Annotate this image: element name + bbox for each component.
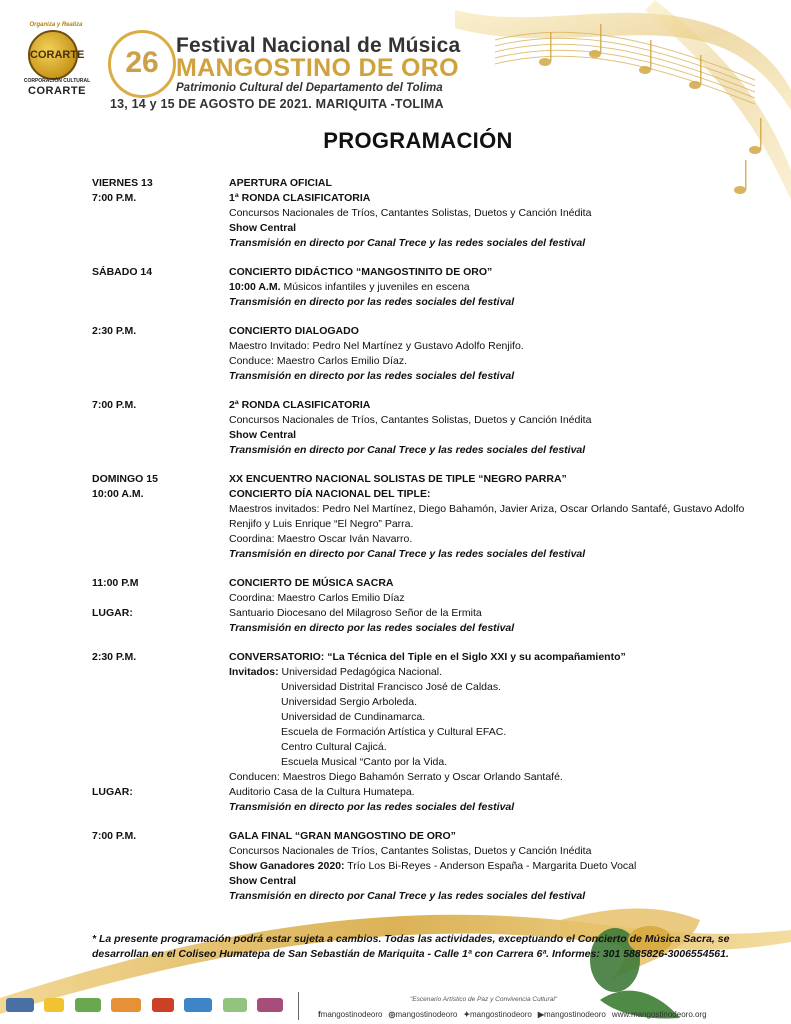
footer-divider bbox=[298, 992, 299, 1020]
program-block bbox=[92, 398, 772, 458]
program-line: CONCIERTO DIALOGADO bbox=[229, 325, 359, 337]
program-line-text: Universidad Pedagógica Nacional. bbox=[278, 666, 443, 678]
program-line: Universidad Distrital Francisco José de Caldas. bbox=[281, 681, 502, 693]
program-line bbox=[229, 665, 772, 680]
social-handle: mangostinodeoro bbox=[470, 1010, 532, 1019]
program-line: Conducen: Maestros Diego Bahamón Serrato y Oscar Orlando Santafé. bbox=[229, 771, 563, 783]
program-time-label: SÁBADO 14 bbox=[92, 266, 153, 278]
program-line: Concursos Nacionales de Tríos, Cantantes Solistas, Duetos y Canción Inédita bbox=[229, 207, 592, 219]
program-line-label: 10:00 A.M. bbox=[229, 281, 281, 293]
program-line: Universidad de Cundinamarca. bbox=[281, 711, 426, 723]
program-line: 2ª RONDA CLASIFICATORIA bbox=[229, 399, 371, 411]
program-line: CONVERSATORIO: “La Técnica del Tiple en el Siglo XXI y su acompañamiento” bbox=[229, 651, 626, 663]
social-link[interactable] bbox=[318, 1010, 383, 1019]
program-line: Maestro Invitado: Pedro Nel Martínez y Gustavo Adolfo Renjifo. bbox=[229, 340, 524, 352]
program-line: XX ENCUENTRO NACIONAL SOLISTAS DE TIPLE “NEGRO PARRA” bbox=[229, 473, 567, 485]
program-time-column bbox=[92, 829, 222, 844]
program-time-label bbox=[92, 591, 222, 606]
sponsor-logos bbox=[6, 996, 296, 1018]
program-time-label bbox=[92, 665, 222, 680]
festival-title: Festival Nacional de Música bbox=[176, 34, 461, 57]
program-time-label: 10:00 A.M. bbox=[92, 488, 144, 500]
program-line: Conduce: Maestro Carlos Emilio Díaz. bbox=[229, 355, 407, 367]
sponsor-logo bbox=[223, 998, 247, 1012]
program-time-label bbox=[92, 710, 222, 725]
program-line: CONCIERTO DE MÚSICA SACRA bbox=[229, 577, 394, 589]
program-line: Concursos Nacionales de Tríos, Cantantes Solistas, Duetos y Canción Inédita bbox=[229, 414, 592, 426]
program-line bbox=[229, 859, 772, 874]
organizer-tagline: Organiza y Realiza bbox=[29, 22, 83, 28]
program-block bbox=[92, 265, 772, 310]
program-details bbox=[229, 176, 772, 251]
program-line: Auditorio Casa de la Cultura Humatepa. bbox=[229, 786, 415, 798]
social-link[interactable] bbox=[538, 1010, 606, 1019]
organizer-line2: CORARTE bbox=[28, 85, 86, 97]
program-time-label bbox=[92, 725, 222, 740]
program-line: Coordina: Maestro Carlos Emilio Díaz bbox=[229, 592, 405, 604]
program-line: Transmisión en directo por las redes sociales del festival bbox=[229, 296, 515, 308]
program-time-label: 2:30 P.M. bbox=[92, 651, 137, 663]
program-line: Centro Cultural Cajicá. bbox=[281, 741, 387, 753]
program-details bbox=[229, 472, 772, 562]
edition-badge bbox=[108, 30, 176, 98]
program-time-column bbox=[92, 265, 222, 280]
social-link[interactable] bbox=[389, 1010, 458, 1019]
festival-subtitle: Patrimonio Cultural del Departamento del Tolima bbox=[176, 82, 443, 94]
program-line: Santuario Diocesano del Milagroso Señor de la Ermita bbox=[229, 607, 482, 619]
program-time-label bbox=[92, 695, 222, 710]
program-block bbox=[92, 176, 772, 251]
program-time-label: 2:30 P.M. bbox=[92, 325, 137, 337]
festival-name: MANGOSTINO DE ORO bbox=[176, 54, 459, 82]
program-time-label: 7:00 P.M. bbox=[92, 192, 137, 204]
program-time-label bbox=[92, 755, 222, 770]
program-line: 1ª RONDA CLASIFICATORIA bbox=[229, 192, 371, 204]
festival-dates: 13, 14 y 15 DE AGOSTO DE 2021. MARIQUITA -TOLIMA bbox=[110, 97, 444, 111]
program-line-text: Trío Los Bi-Reyes - Anderson España - Margarita Dueto Vocal bbox=[344, 860, 637, 872]
program-time-label: VIERNES 13 bbox=[92, 177, 153, 189]
program-time-label: LUGAR: bbox=[92, 786, 133, 798]
program-line-label: Show Ganadores 2020: bbox=[229, 860, 345, 872]
program-line: Show Central bbox=[229, 875, 297, 887]
program-line-label: Invitados: bbox=[229, 666, 279, 678]
twitter-icon: ✦ bbox=[463, 1010, 471, 1019]
program-line: Show Central bbox=[229, 222, 297, 234]
program-line: Concursos Nacionales de Tríos, Cantantes Solistas, Duetos y Canción Inédita bbox=[229, 845, 592, 857]
facebook-icon: f bbox=[318, 1010, 321, 1019]
page-title: PROGRAMACIÓN bbox=[323, 128, 513, 153]
program-time-column bbox=[92, 398, 222, 413]
instagram-icon: ◎ bbox=[388, 1010, 396, 1019]
program-line: GALA FINAL “GRAN MANGOSTINO DE ORO” bbox=[229, 830, 456, 842]
program-schedule bbox=[92, 176, 772, 918]
corarte-logo-text: CORARTE bbox=[30, 49, 85, 61]
footer-slogan: "Escenario Artístico de Paz y Convivencia Cultural" bbox=[410, 996, 558, 1003]
program-line: Escuela Musical “Canto por la Vida. bbox=[281, 756, 448, 768]
sponsor-logo bbox=[75, 998, 101, 1012]
social-handle: www.mangostinodeoro.org bbox=[611, 1010, 707, 1019]
program-time-label: 11:00 P.M bbox=[92, 577, 139, 589]
program-line: Transmisión en directo por Canal Trece y las redes sociales del festival bbox=[229, 548, 586, 560]
program-time-column bbox=[92, 576, 222, 621]
program-details bbox=[229, 265, 772, 310]
program-line: Transmisión en directo por Canal Trece y las redes sociales del festival bbox=[229, 890, 586, 902]
sponsor-logo bbox=[257, 998, 283, 1012]
program-line-text: Músicos infantiles y juveniles en escena bbox=[280, 281, 470, 293]
social-link[interactable] bbox=[612, 1010, 707, 1019]
program-time-column bbox=[92, 176, 222, 206]
social-link[interactable] bbox=[463, 1010, 532, 1019]
program-line: Transmisión en directo por las redes sociales del festival bbox=[229, 622, 515, 634]
program-time-label bbox=[92, 680, 222, 695]
youtube-icon: ▶ bbox=[537, 1010, 544, 1019]
sponsor-logo bbox=[44, 998, 64, 1012]
program-block bbox=[92, 472, 772, 562]
program-time-label: 7:00 P.M. bbox=[92, 399, 137, 411]
social-links bbox=[318, 1010, 713, 1019]
sponsor-logo bbox=[184, 998, 212, 1012]
program-time-label: LUGAR: bbox=[92, 607, 133, 619]
corarte-logo bbox=[28, 30, 85, 80]
program-line: Renjifo y Luis Enrique “El Negro” Parra. bbox=[229, 518, 414, 530]
program-details bbox=[229, 576, 772, 636]
program-time-column bbox=[92, 472, 222, 502]
sponsor-logo bbox=[152, 998, 174, 1012]
program-line: Show Central bbox=[229, 429, 297, 441]
program-line: Escuela de Formación Artística y Cultural EFAC. bbox=[281, 726, 507, 738]
program-time-label: 7:00 P.M. bbox=[92, 830, 137, 842]
program-time-column bbox=[92, 650, 222, 800]
program-time-label: DOMINGO 15 bbox=[92, 473, 158, 485]
sponsor-logo bbox=[6, 998, 34, 1012]
program-line: Maestros invitados: Pedro Nel Martínez, Diego Bahamón, Javier Ariza, Oscar Orlando Santafé, Gustavo Adolfo bbox=[229, 503, 745, 515]
social-handle: mangostinodeoro bbox=[395, 1010, 458, 1019]
program-line: CONCIERTO DIDÁCTICO “MANGOSTINITO DE ORO” bbox=[229, 266, 493, 278]
program-line: Universidad Sergio Arboleda. bbox=[281, 696, 417, 708]
program-time-label bbox=[92, 770, 222, 785]
program-block bbox=[92, 576, 772, 636]
program-line: CONCIERTO DÍA NACIONAL DEL TIPLE: bbox=[229, 488, 431, 500]
program-block bbox=[92, 324, 772, 384]
program-time-column bbox=[92, 324, 222, 339]
program-line: Transmisión en directo por las redes sociales del festival bbox=[229, 370, 515, 382]
disclaimer-note: * La presente programación podrá estar sujeta a cambios. Todas las actividades, exceptuando el Concierto de Música Sacra, se desarrollan en el Coliseo Humatepa de San Sebastián de Mariquita - Calle 1ª con Carrera 6ª. Informes: 301 5885826-3006554561. bbox=[92, 933, 730, 960]
program-details bbox=[229, 398, 772, 458]
program-time-label bbox=[92, 740, 222, 755]
program-line bbox=[229, 280, 772, 295]
organizer-line1: CORPORACIÓN CULTURAL bbox=[23, 78, 91, 84]
program-details bbox=[229, 650, 772, 815]
edition-number: 26 bbox=[125, 46, 159, 79]
program-line: Coordina: Maestro Oscar Iván Navarro. bbox=[229, 533, 413, 545]
sponsor-logo bbox=[111, 998, 141, 1012]
program-line: Transmisión en directo por las redes sociales del festival bbox=[229, 801, 515, 813]
program-line: APERTURA OFICIAL bbox=[229, 177, 332, 189]
social-handle: mangostinodeoro bbox=[320, 1010, 383, 1019]
program-details bbox=[229, 324, 772, 384]
social-handle: mangostinodeoro bbox=[544, 1010, 606, 1019]
program-line: Transmisión en directo por Canal Trece y las redes sociales del festival bbox=[229, 444, 586, 456]
program-line: Transmisión en directo por Canal Trece y las redes sociales del festival bbox=[229, 237, 586, 249]
program-block bbox=[92, 650, 772, 815]
